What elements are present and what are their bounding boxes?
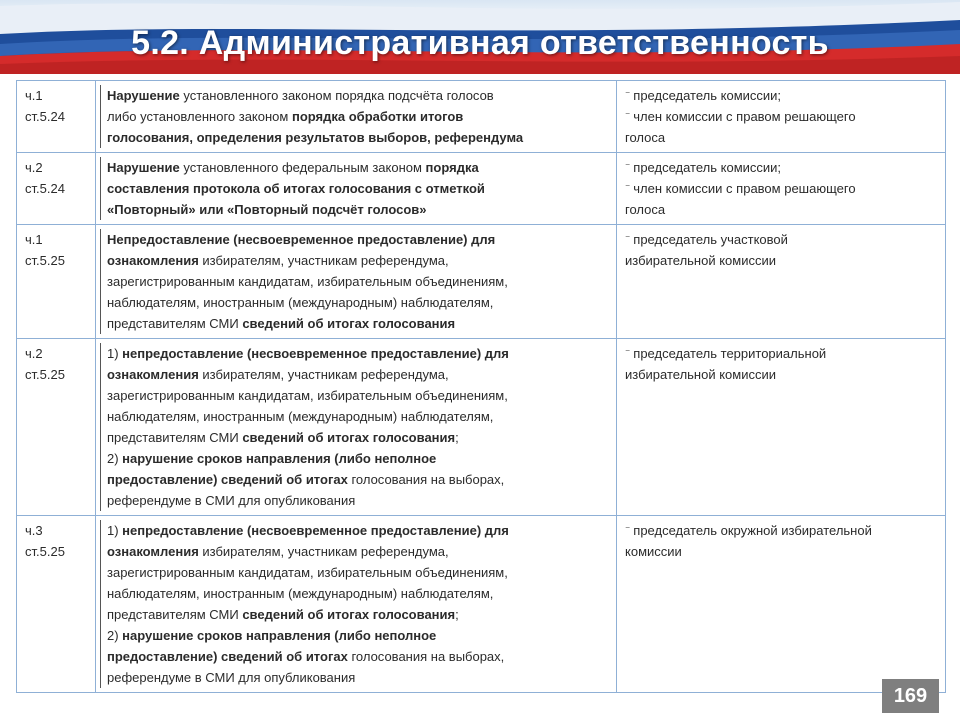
violation-fragment: представителям СМИ <box>107 316 243 331</box>
violation-line <box>107 427 610 448</box>
violation-fragment: избирателям, участникам референдума, <box>198 544 449 559</box>
violation-line <box>107 313 610 334</box>
article-ref: ст.5.24 <box>25 181 65 196</box>
violation-bold-fragment: порядка <box>425 160 479 175</box>
subject-line <box>625 541 939 562</box>
violation-line <box>107 469 610 490</box>
bullet-dash-icon: ⁻ <box>625 183 631 194</box>
violation-fragment: избирателям, участникам референдума, <box>198 253 449 268</box>
violation-bold-fragment: предоставление) сведений об итогах <box>107 649 348 664</box>
violation-bold-fragment: Нарушение <box>107 160 180 175</box>
violation-fragment: зарегистрированным кандидатам, избирательным объединениям, <box>107 274 508 289</box>
violation-fragment: наблюдателям, иностранным (международным) наблюдателям, <box>107 586 494 601</box>
article-cell <box>17 225 96 339</box>
violation-line <box>107 292 610 313</box>
violation-line <box>107 541 610 562</box>
violation-line <box>107 199 610 220</box>
violation-line <box>107 127 610 148</box>
violation-cell <box>96 153 617 225</box>
violation-line <box>107 85 610 106</box>
subject-cell <box>617 516 946 693</box>
violation-line <box>107 604 610 625</box>
subject-text: избирательной комиссии <box>625 253 776 268</box>
violation-bold-fragment: голосования, определения результатов выборов, референдума <box>107 130 524 145</box>
violation-fragment: установленного законом порядка подсчёта голосов <box>179 88 494 103</box>
violation-bold-fragment: предоставление) сведений об итогах <box>107 472 348 487</box>
slide-title: 5.2. Административная ответственность <box>131 24 829 62</box>
violation-fragment: зарегистрированным кандидатам, избирательным объединениям, <box>107 388 508 403</box>
violation-text <box>100 343 610 511</box>
violation-fragment: ; <box>455 607 459 622</box>
violation-line <box>107 364 610 385</box>
violation-bold-fragment: Непредоставление (несвоевременное предоставление) для <box>107 232 496 247</box>
violation-line <box>107 157 610 178</box>
violation-text <box>100 85 610 148</box>
violation-fragment: установленного федеральным законом <box>179 160 426 175</box>
violation-fragment: избирателям, участникам референдума, <box>198 367 449 382</box>
subject-text: член комиссии с правом решающего <box>633 109 856 124</box>
subject-text: председатель комиссии; <box>633 88 782 103</box>
subject-text: председатель участковой <box>633 232 788 247</box>
subject-line <box>625 364 939 385</box>
violation-bold-fragment: сведений об итогах голосования <box>242 430 456 445</box>
subject-text: председатель окружной избирательной <box>633 523 872 538</box>
violation-bold-fragment: нарушение сроков направления (либо неполное <box>122 451 437 466</box>
violation-cell <box>96 339 617 516</box>
article-ref: ст.5.25 <box>25 544 65 559</box>
subject-text: голоса <box>625 202 666 217</box>
violation-line <box>107 385 610 406</box>
subject-line <box>625 229 939 250</box>
article-ref: ч.1 <box>25 232 43 247</box>
violation-bold-fragment: ознакомления <box>107 544 199 559</box>
violation-text <box>100 229 610 334</box>
subject-line <box>625 157 939 178</box>
violation-bold-fragment: «Повторный» или «Повторный подсчёт голосов» <box>107 202 427 217</box>
violation-fragment: голосования на выборах, <box>347 649 505 664</box>
subject-cell <box>617 225 946 339</box>
responsibility-table <box>16 80 946 693</box>
article-ref: ч.3 <box>25 523 43 538</box>
article-ref: ч.1 <box>25 88 43 103</box>
article-ref: ст.5.25 <box>25 367 65 382</box>
page-number-badge: 169 <box>882 679 939 713</box>
violation-line <box>107 106 610 127</box>
subject-line <box>625 106 939 127</box>
violation-bold-fragment: составления протокола об итогах голосования с отметкой <box>107 181 485 196</box>
violation-bold-fragment: ознакомления <box>107 367 199 382</box>
violation-fragment: ; <box>455 430 459 445</box>
violation-line <box>107 448 610 469</box>
subject-line <box>625 520 939 541</box>
violation-bold-fragment: Нарушение <box>107 88 180 103</box>
article-ref: ст.5.24 <box>25 109 65 124</box>
violation-fragment: голосования на выборах, <box>347 472 505 487</box>
bullet-dash-icon: ⁻ <box>625 162 631 173</box>
violation-fragment: референдуме в СМИ для опубликования <box>107 493 356 508</box>
violation-fragment: 2) <box>107 451 123 466</box>
table-row <box>17 339 946 516</box>
table-row <box>17 225 946 339</box>
article-cell <box>17 81 96 153</box>
violation-bold-fragment: порядка обработки итогов <box>291 109 464 124</box>
violation-fragment: референдуме в СМИ для опубликования <box>107 670 356 685</box>
subject-text: комиссии <box>625 544 682 559</box>
violation-cell <box>96 225 617 339</box>
violation-fragment: 1) <box>107 346 123 361</box>
violation-line <box>107 271 610 292</box>
violation-fragment: либо установленного законом <box>107 109 292 124</box>
article-ref: ч.2 <box>25 346 43 361</box>
table-body <box>17 81 946 693</box>
violation-line <box>107 406 610 427</box>
responsibility-table-wrap <box>16 80 941 693</box>
bullet-dash-icon: ⁻ <box>625 525 631 536</box>
violation-text <box>100 520 610 688</box>
violation-line <box>107 490 610 511</box>
subject-line <box>625 85 939 106</box>
violation-line <box>107 520 610 541</box>
violation-bold-fragment: непредоставление (несвоевременное предоставление) для <box>122 346 509 361</box>
subject-line <box>625 343 939 364</box>
bullet-dash-icon: ⁻ <box>625 234 631 245</box>
bullet-dash-icon: ⁻ <box>625 111 631 122</box>
subject-line <box>625 250 939 271</box>
article-cell <box>17 516 96 693</box>
violation-line <box>107 625 610 646</box>
subject-text: председатель территориальной <box>633 346 827 361</box>
violation-line <box>107 667 610 688</box>
violation-fragment: представителям СМИ <box>107 607 243 622</box>
violation-line <box>107 250 610 271</box>
violation-bold-fragment: ознакомления <box>107 253 199 268</box>
violation-line <box>107 583 610 604</box>
subject-line <box>625 127 939 148</box>
violation-bold-fragment: сведений об итогах голосования <box>242 316 456 331</box>
violation-bold-fragment: непредоставление (несвоевременное предоставление) для <box>122 523 509 538</box>
violation-bold-fragment: нарушение сроков направления (либо неполное <box>122 628 437 643</box>
violation-line <box>107 343 610 364</box>
subject-text: голоса <box>625 130 666 145</box>
violation-fragment: 2) <box>107 628 123 643</box>
violation-fragment: 1) <box>107 523 123 538</box>
subject-cell <box>617 339 946 516</box>
violation-line <box>107 229 610 250</box>
article-cell <box>17 153 96 225</box>
table-row <box>17 153 946 225</box>
subject-cell <box>617 81 946 153</box>
subject-text: избирательной комиссии <box>625 367 776 382</box>
violation-fragment: представителям СМИ <box>107 430 243 445</box>
violation-fragment: наблюдателям, иностранным (международным) наблюдателям, <box>107 409 494 424</box>
violation-fragment: зарегистрированным кандидатам, избирательным объединениям, <box>107 565 508 580</box>
article-ref: ст.5.25 <box>25 253 65 268</box>
violation-cell <box>96 81 617 153</box>
violation-line <box>107 646 610 667</box>
bullet-dash-icon: ⁻ <box>625 90 631 101</box>
violation-bold-fragment: сведений об итогах голосования <box>242 607 456 622</box>
violation-fragment: наблюдателям, иностранным (международным) наблюдателям, <box>107 295 494 310</box>
violation-cell <box>96 516 617 693</box>
subject-text: член комиссии с правом решающего <box>633 181 856 196</box>
table-row <box>17 516 946 693</box>
bullet-dash-icon: ⁻ <box>625 348 631 359</box>
subject-text: председатель комиссии; <box>633 160 782 175</box>
violation-text <box>100 157 610 220</box>
subject-cell <box>617 153 946 225</box>
article-cell <box>17 339 96 516</box>
violation-line <box>107 562 610 583</box>
violation-line <box>107 178 610 199</box>
subject-line <box>625 199 939 220</box>
table-row <box>17 81 946 153</box>
flag-banner <box>0 0 960 74</box>
subject-line <box>625 178 939 199</box>
article-ref: ч.2 <box>25 160 43 175</box>
